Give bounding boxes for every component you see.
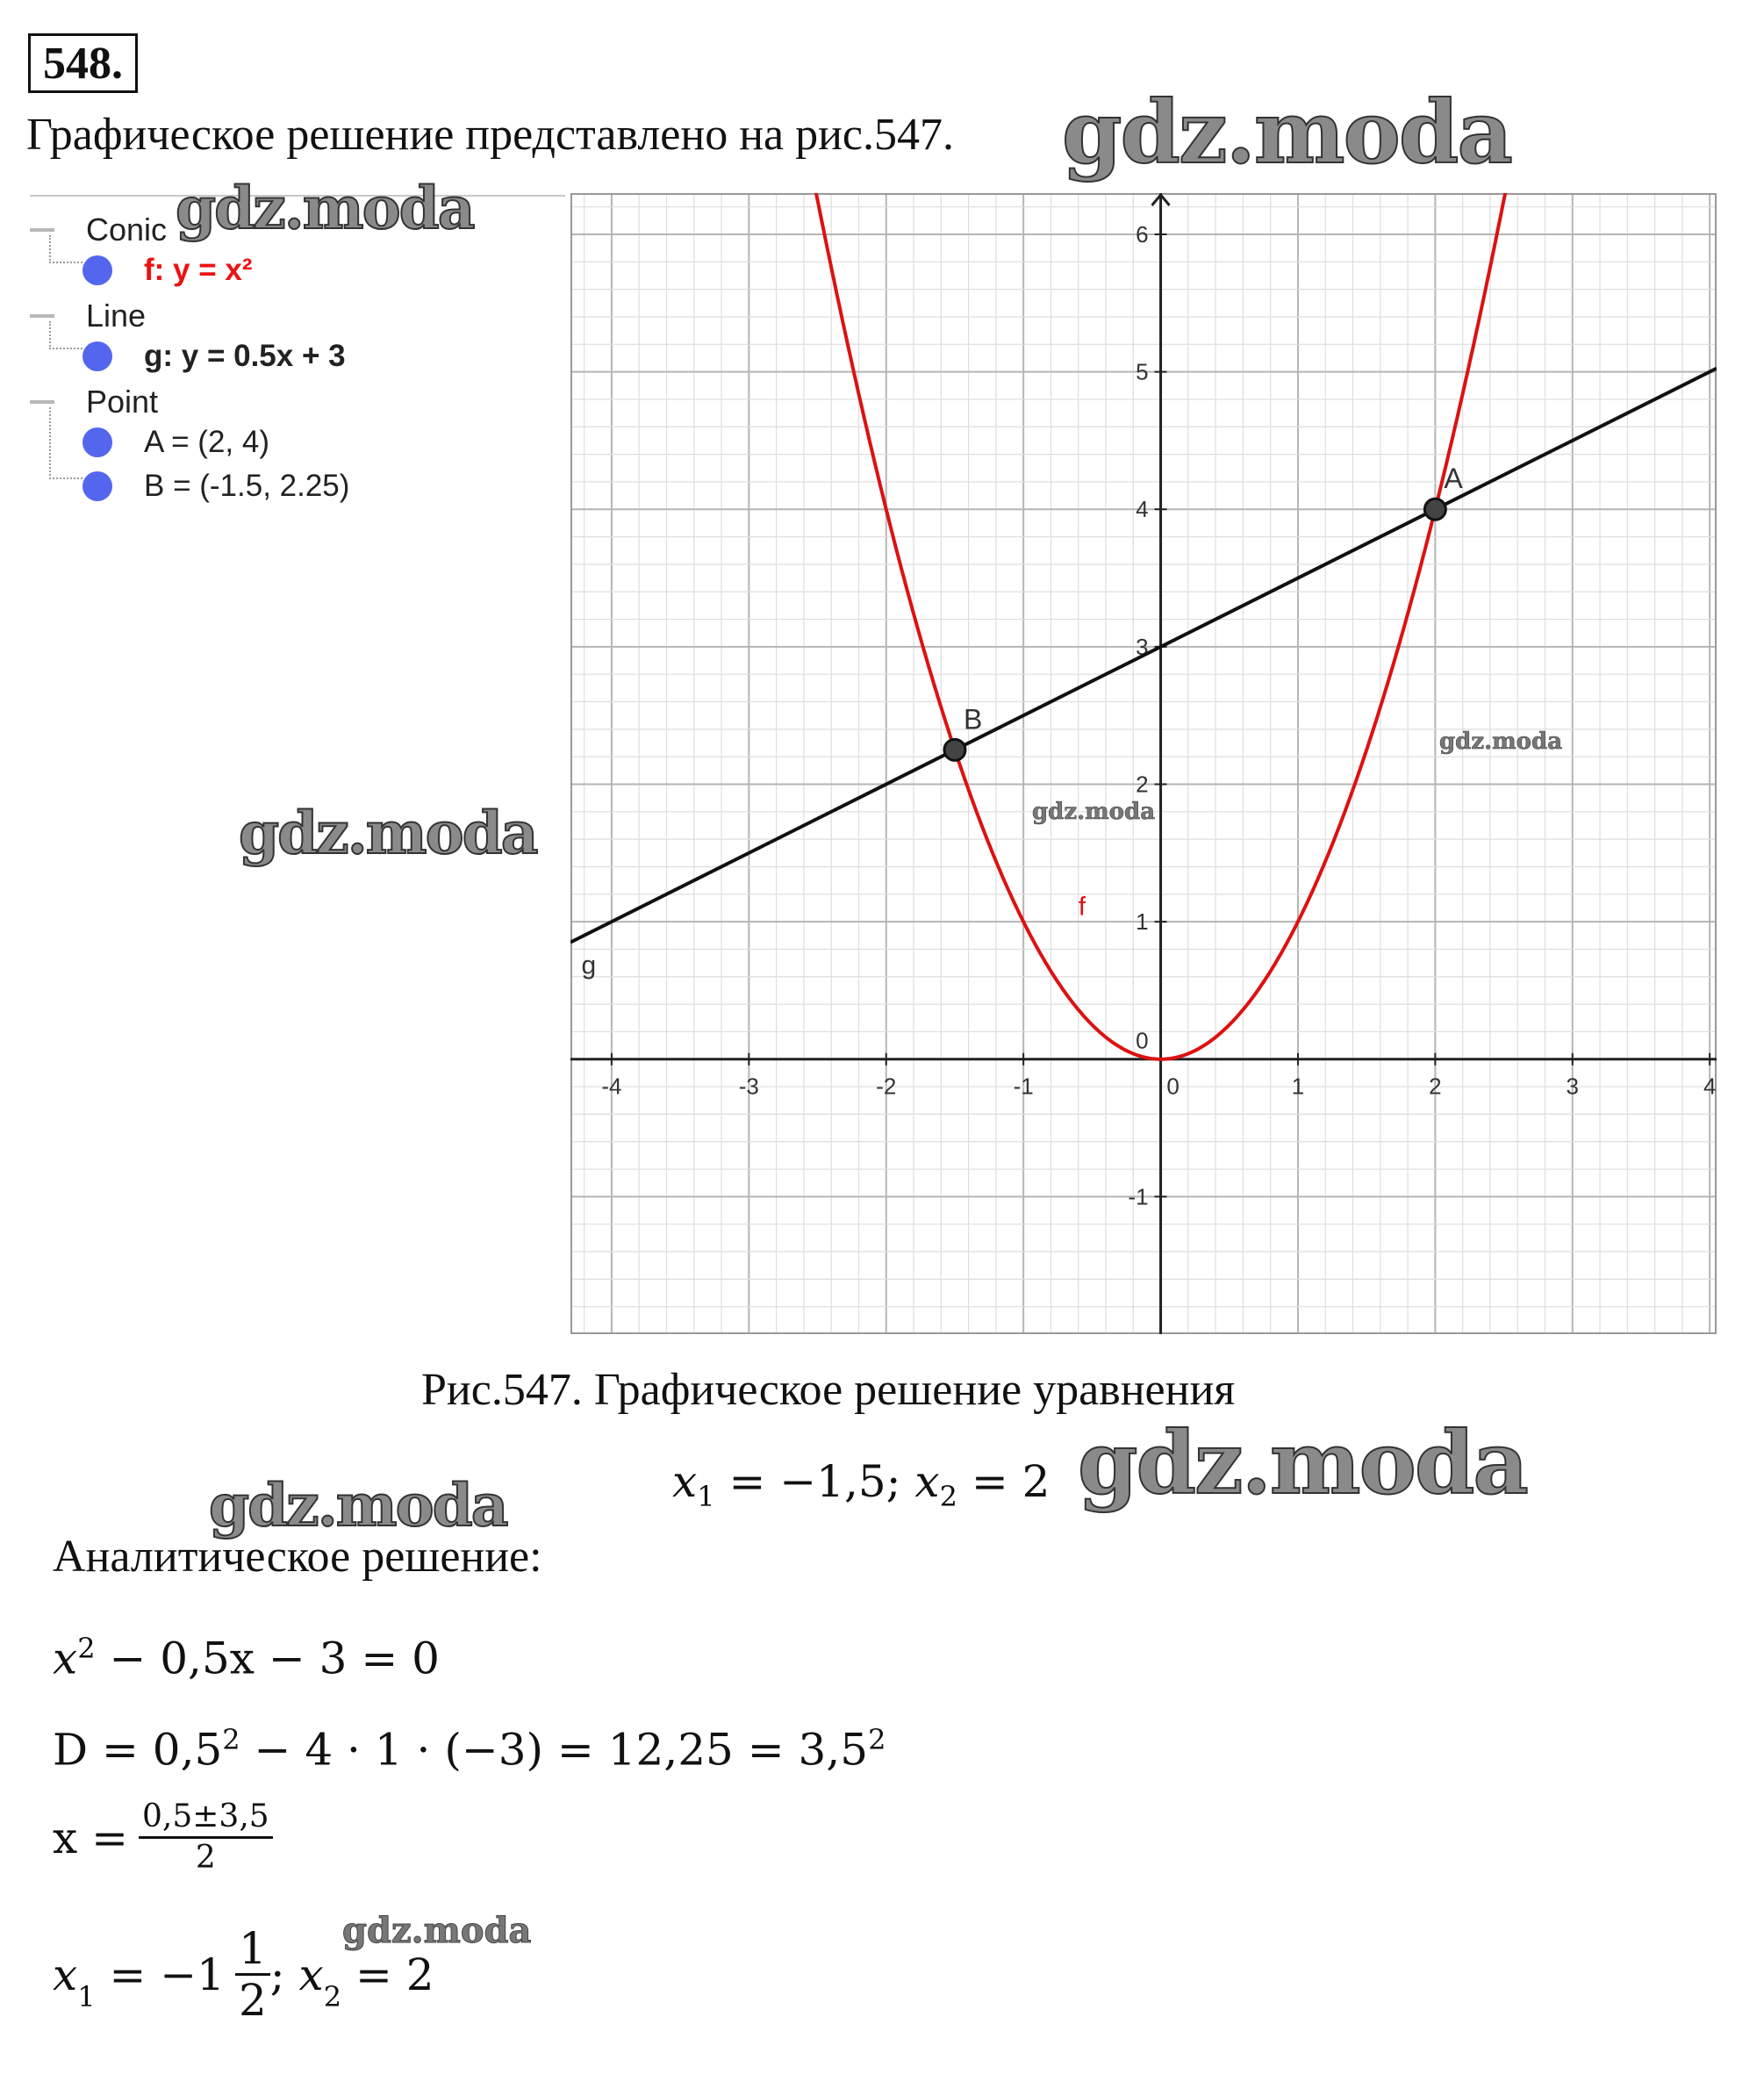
watermark: gdz.moda bbox=[1032, 799, 1156, 825]
point-b bbox=[944, 739, 965, 760]
equation-text: − 4 · 1 · (−3) = 12,25 = 3,5 bbox=[240, 1724, 869, 1776]
subscript: 2 bbox=[323, 1980, 342, 2013]
watermark: gdz.moda bbox=[342, 1910, 532, 1951]
x-tick-label: -3 bbox=[738, 1073, 759, 1100]
tick-labels bbox=[601, 221, 1716, 1210]
algebra-view-panel bbox=[30, 195, 565, 528]
tree-connector bbox=[49, 407, 82, 479]
x-tick-label: -2 bbox=[876, 1073, 897, 1100]
algebra-item-label: g: y = 0.5x + 3 bbox=[144, 339, 346, 373]
equation-text: D = 0,5 bbox=[53, 1724, 223, 1776]
group-label: Conic bbox=[86, 212, 168, 248]
algebra-item-label: f: y = x² bbox=[144, 253, 253, 287]
equation-text: = −1 bbox=[95, 1949, 225, 2000]
y-tick-label: 6 bbox=[1136, 220, 1149, 248]
collapse-toggle-icon[interactable] bbox=[30, 228, 54, 232]
visibility-dot-icon[interactable] bbox=[82, 471, 112, 501]
fraction-numerator: 0,5±3,5 bbox=[139, 1798, 273, 1839]
subscript: 1 bbox=[697, 1480, 715, 1513]
subscript: 2 bbox=[939, 1480, 957, 1513]
y-tick-label: 3 bbox=[1136, 633, 1149, 660]
equation-text: x = bbox=[53, 1812, 128, 1863]
tree-connector bbox=[49, 235, 82, 263]
var-x: x bbox=[672, 1456, 698, 1507]
algebra-item-f[interactable] bbox=[82, 249, 253, 291]
superscript: 2 bbox=[222, 1723, 240, 1756]
x-tick-label: 3 bbox=[1566, 1073, 1580, 1100]
var-x: x bbox=[914, 1456, 940, 1507]
algebra-item-label: B = (-1.5, 2.25) bbox=[144, 469, 350, 503]
visibility-dot-icon[interactable] bbox=[82, 341, 112, 371]
x-tick-label: 2 bbox=[1429, 1073, 1442, 1100]
algebra-item-b[interactable] bbox=[82, 465, 349, 507]
watermark: gdz.moda bbox=[176, 174, 474, 242]
collapse-toggle-icon[interactable] bbox=[30, 400, 54, 404]
figure-caption: Рис.547. Графическое решение уравнения bbox=[421, 1365, 1236, 1415]
series-f-label: f bbox=[1078, 892, 1086, 922]
equation-2 bbox=[53, 1712, 886, 1778]
superscript: 2 bbox=[868, 1723, 886, 1756]
point-label: A bbox=[1444, 463, 1463, 495]
group-line[interactable] bbox=[30, 295, 146, 337]
origin-label: 0 bbox=[1136, 1027, 1149, 1054]
group-label: Line bbox=[86, 298, 147, 334]
separator: ; bbox=[269, 1949, 299, 2000]
superscript: 2 bbox=[77, 1632, 96, 1665]
y-tick-label: 4 bbox=[1136, 496, 1149, 523]
var-x: x bbox=[53, 1633, 78, 1684]
tree-connector bbox=[49, 321, 82, 349]
group-label: Point bbox=[86, 384, 159, 420]
fraction-numerator: 1 bbox=[235, 1924, 270, 1976]
visibility-dot-icon[interactable] bbox=[82, 427, 112, 457]
point-label: B bbox=[963, 703, 983, 736]
y-tick-label: 2 bbox=[1136, 771, 1149, 798]
roots-line bbox=[672, 1454, 1050, 1525]
x-tick-label: -4 bbox=[601, 1073, 622, 1100]
graphics-view[interactable] bbox=[570, 193, 1717, 1334]
watermark: gdz.moda bbox=[239, 799, 537, 867]
algebra-item-a[interactable] bbox=[82, 421, 269, 463]
var-x: x bbox=[298, 1949, 324, 2000]
x-tick-label: 4 bbox=[1703, 1073, 1717, 1100]
fraction-denominator: 2 bbox=[195, 1840, 216, 1876]
y-tick-label: -1 bbox=[1128, 1183, 1149, 1210]
watermark: gdz.moda bbox=[1062, 83, 1511, 183]
y-tick-label: 5 bbox=[1136, 358, 1149, 385]
equation-text: = 2 bbox=[341, 1949, 434, 2000]
equation-text: − 0,5x − 3 = 0 bbox=[95, 1633, 440, 1684]
subscript: 1 bbox=[77, 1980, 96, 2013]
equation-1 bbox=[53, 1620, 440, 1687]
algebra-item-g[interactable] bbox=[82, 335, 346, 377]
var-x: x bbox=[53, 1949, 78, 2000]
root-value: = −1,5; bbox=[714, 1456, 915, 1507]
x-tick-label: -1 bbox=[1013, 1073, 1034, 1100]
y-tick-label: 1 bbox=[1136, 908, 1149, 936]
fraction bbox=[139, 1798, 273, 1877]
analytic-label: Аналитическое решение: bbox=[53, 1532, 542, 1582]
collapse-toggle-icon[interactable] bbox=[30, 314, 54, 318]
watermark: gdz.moda bbox=[209, 1471, 507, 1540]
watermark: gdz.moda bbox=[1439, 729, 1563, 755]
equation-4 bbox=[53, 1924, 434, 2025]
visibility-dot-icon[interactable] bbox=[82, 255, 112, 285]
intro-text: Графическое решение представлено на рис.547. bbox=[26, 110, 955, 160]
fraction bbox=[235, 1924, 270, 2025]
equation-3 bbox=[53, 1798, 273, 1877]
algebra-item-label: A = (2, 4) bbox=[144, 425, 269, 459]
problem-number: 548. bbox=[28, 33, 138, 93]
watermark: gdz.moda bbox=[1078, 1413, 1527, 1514]
x-tick-label: 1 bbox=[1291, 1073, 1305, 1100]
point-a bbox=[1424, 499, 1445, 520]
x-tick-label: 0 bbox=[1166, 1073, 1180, 1100]
series-g-label: g bbox=[581, 951, 597, 980]
fraction-denominator: 2 bbox=[238, 1975, 267, 2026]
root-value: = 2 bbox=[957, 1456, 1051, 1507]
